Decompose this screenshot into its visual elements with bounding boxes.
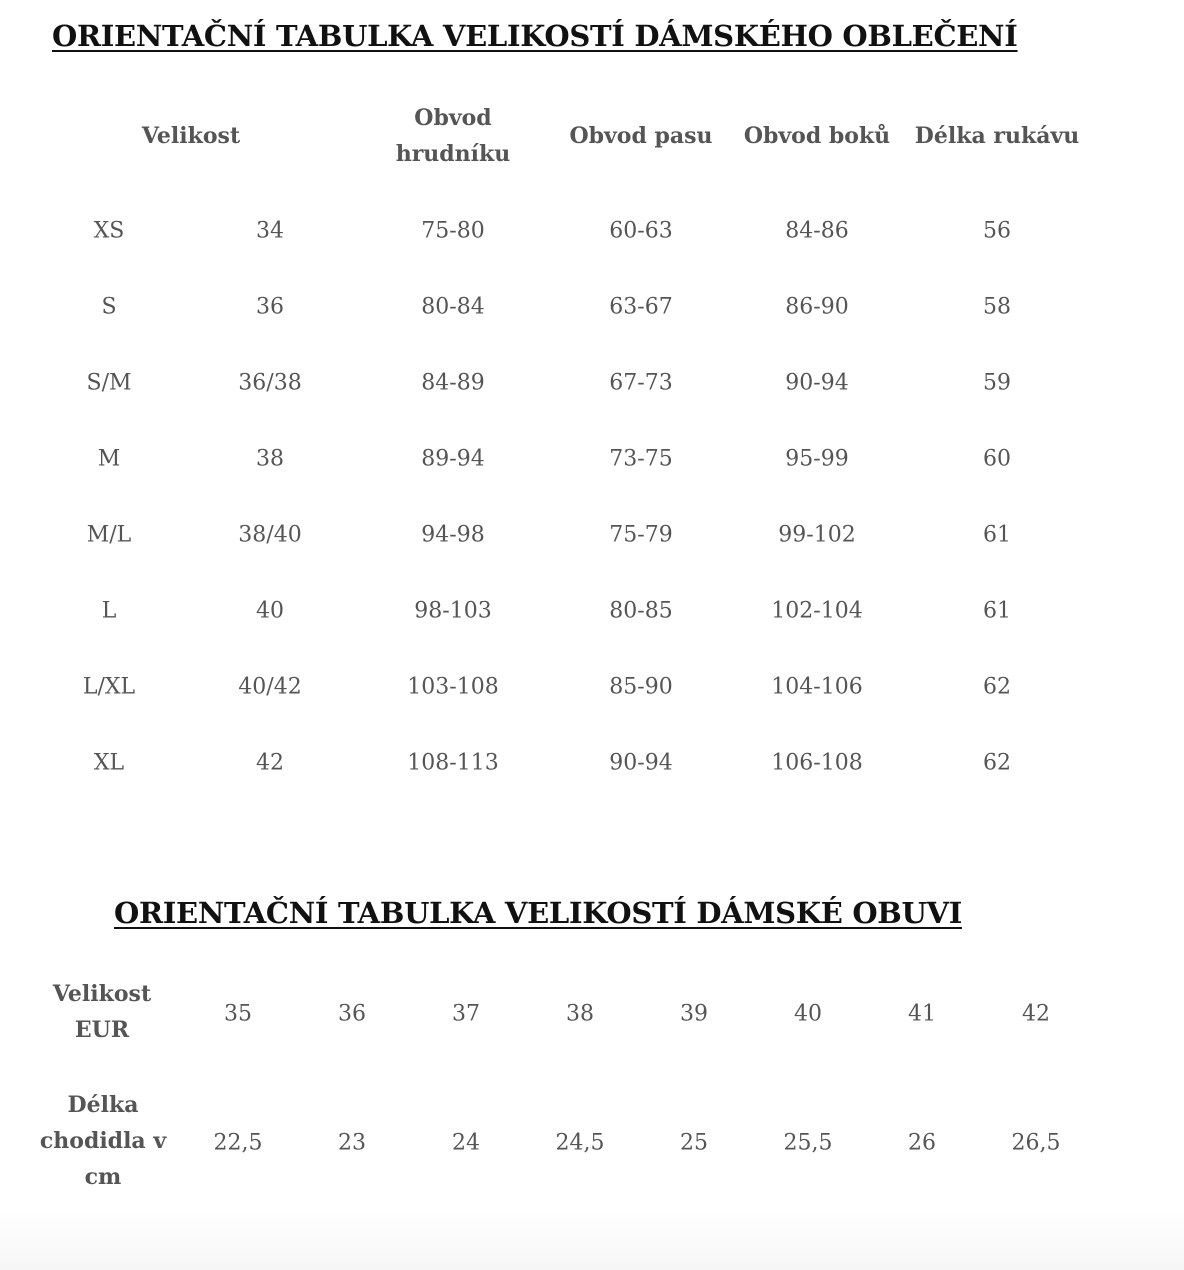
header-chest xyxy=(396,100,511,172)
clothes-cell-waist: 85-90 xyxy=(609,674,673,700)
clothes-cell-eu-size: 40/42 xyxy=(238,674,302,700)
foot-length-label xyxy=(40,1087,166,1195)
header-size: Velikost xyxy=(141,123,241,149)
clothes-cell-size: L/XL xyxy=(82,674,136,700)
clothes-cell-sleeve: 61 xyxy=(983,522,1011,548)
clothes-cell-eu-size: 36 xyxy=(256,294,284,320)
foot-length-cell: 26,5 xyxy=(1011,1130,1061,1156)
clothes-cell-size: M/L xyxy=(86,522,132,548)
clothes-cell-chest: 75-80 xyxy=(421,218,485,244)
clothes-cell-size: XL xyxy=(93,750,125,776)
clothes-cell-sleeve: 59 xyxy=(983,370,1011,396)
shoe-size-cell: 37 xyxy=(452,1001,480,1027)
clothes-cell-hips: 95-99 xyxy=(785,446,849,472)
foot-length-cell: 26 xyxy=(908,1130,936,1156)
foot-length-cell: 23 xyxy=(338,1130,366,1156)
clothes-cell-sleeve: 62 xyxy=(983,674,1011,700)
shoe-size-cell: 42 xyxy=(1022,1001,1050,1027)
clothes-cell-hips: 86-90 xyxy=(785,294,849,320)
clothes-cell-sleeve: 60 xyxy=(983,446,1011,472)
clothes-cell-sleeve: 56 xyxy=(983,218,1011,244)
clothes-cell-waist: 90-94 xyxy=(609,750,673,776)
clothes-cell-hips: 90-94 xyxy=(785,370,849,396)
clothes-cell-eu-size: 34 xyxy=(256,218,284,244)
shoe-size-cell: 36 xyxy=(338,1001,366,1027)
clothes-cell-hips: 104-106 xyxy=(771,674,863,700)
clothes-cell-sleeve: 61 xyxy=(983,598,1011,624)
foot-length-cell: 24,5 xyxy=(555,1130,605,1156)
header-waist: Obvod pasu xyxy=(569,123,713,149)
foot-length-cell: 25 xyxy=(680,1130,708,1156)
clothes-cell-eu-size: 38 xyxy=(256,446,284,472)
clothes-cell-waist: 80-85 xyxy=(609,598,673,624)
foot-length-cell: 25,5 xyxy=(783,1130,833,1156)
clothes-cell-eu-size: 38/40 xyxy=(238,522,302,548)
clothes-cell-chest: 103-108 xyxy=(407,674,499,700)
clothes-cell-hips: 102-104 xyxy=(771,598,863,624)
shoe-size-label-line2: EUR xyxy=(74,1017,130,1043)
clothes-cell-eu-size: 36/38 xyxy=(238,370,302,396)
clothes-table-title: ORIENTAČNÍ TABULKA VELIKOSTÍ DÁMSKÉHO OBLEČENÍ xyxy=(52,19,1018,53)
page-bottom-shade xyxy=(0,1210,1184,1270)
clothes-cell-eu-size: 42 xyxy=(256,750,284,776)
clothes-cell-waist: 73-75 xyxy=(609,446,673,472)
shoe-size-cell: 40 xyxy=(794,1001,822,1027)
clothes-cell-waist: 60-63 xyxy=(609,218,673,244)
clothes-cell-waist: 75-79 xyxy=(609,522,673,548)
clothes-cell-chest: 98-103 xyxy=(414,598,492,624)
clothes-cell-chest: 80-84 xyxy=(421,294,485,320)
header-chest-line2: hrudníku xyxy=(395,141,511,167)
shoe-size-label xyxy=(53,976,151,1048)
header-chest-line1: Obvod xyxy=(414,105,492,131)
clothes-cell-chest: 89-94 xyxy=(421,446,485,472)
foot-length-cell: 24 xyxy=(452,1130,480,1156)
clothes-cell-sleeve: 58 xyxy=(983,294,1011,320)
shoe-size-cell: 39 xyxy=(680,1001,708,1027)
clothes-cell-size: L xyxy=(101,598,117,624)
shoes-table-title: ORIENTAČNÍ TABULKA VELIKOSTÍ DÁMSKÉ OBUVI xyxy=(114,896,962,930)
clothes-cell-sleeve: 62 xyxy=(983,750,1011,776)
clothes-cell-size: M xyxy=(97,446,121,472)
foot-length-cell: 22,5 xyxy=(213,1130,263,1156)
shoe-size-cell: 41 xyxy=(908,1001,936,1027)
clothes-cell-hips: 84-86 xyxy=(785,218,849,244)
clothes-cell-chest: 84-89 xyxy=(421,370,485,396)
shoe-size-cell: 38 xyxy=(566,1001,594,1027)
header-sleeve: Délka rukávu xyxy=(914,123,1080,149)
clothes-cell-waist: 67-73 xyxy=(609,370,673,396)
clothes-cell-chest: 94-98 xyxy=(421,522,485,548)
clothes-cell-size: XS xyxy=(93,218,125,244)
clothes-cell-hips: 99-102 xyxy=(778,522,856,548)
foot-length-label-line1: Délka xyxy=(67,1092,139,1118)
shoe-size-label-line1: Velikost xyxy=(52,981,152,1007)
foot-length-label-line3: cm xyxy=(84,1164,122,1190)
shoe-size-cell: 35 xyxy=(224,1001,252,1027)
clothes-cell-size: S/M xyxy=(86,370,132,396)
clothes-cell-eu-size: 40 xyxy=(256,598,284,624)
clothes-cell-chest: 108-113 xyxy=(407,750,499,776)
clothes-cell-waist: 63-67 xyxy=(609,294,673,320)
clothes-cell-hips: 106-108 xyxy=(771,750,863,776)
header-hips: Obvod boků xyxy=(743,123,891,149)
clothes-cell-size: S xyxy=(101,294,117,320)
foot-length-label-line2: chodidla v xyxy=(39,1128,167,1154)
